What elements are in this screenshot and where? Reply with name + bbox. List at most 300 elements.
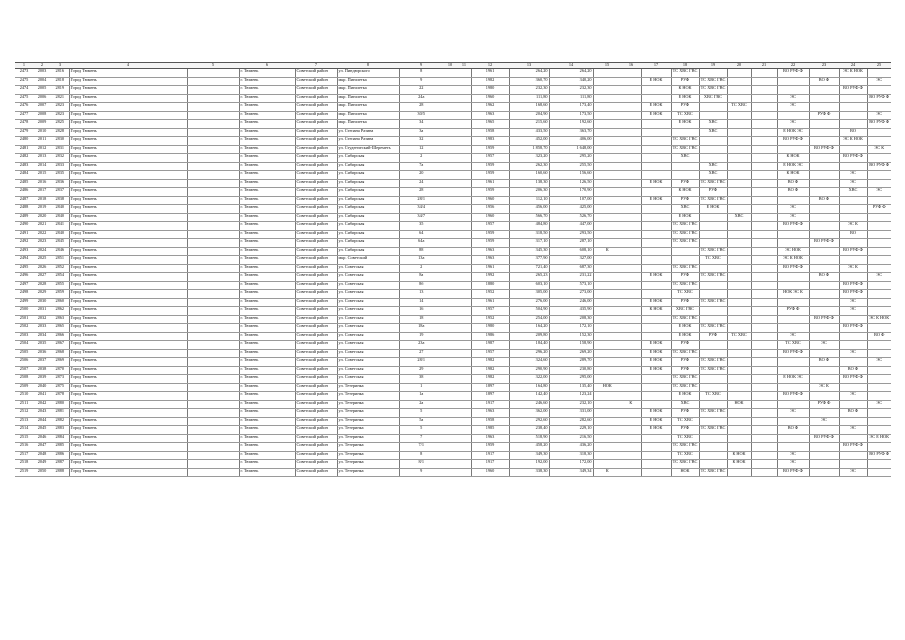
table-cell: 7а xyxy=(399,162,443,171)
column-number-cell: 21 xyxy=(751,63,777,69)
table-cell: 2869 xyxy=(51,358,69,367)
table-cell xyxy=(593,230,621,239)
table-cell: 2504 xyxy=(15,341,33,350)
table-cell xyxy=(641,86,671,95)
table-cell xyxy=(699,290,727,299)
table-cell: 2840 xyxy=(51,213,69,222)
table-cell xyxy=(809,426,839,435)
table-cell: ул. Советская xyxy=(337,332,399,341)
table-cell xyxy=(621,196,641,205)
table-cell xyxy=(809,154,839,163)
table-cell xyxy=(809,120,839,129)
table-cell xyxy=(457,264,471,273)
table-cell: г. Тюмень xyxy=(239,383,295,392)
table-row xyxy=(15,86,891,95)
table-cell: 290,90 xyxy=(509,366,549,375)
table-cell xyxy=(867,256,891,265)
table-cell: 24а xyxy=(399,94,443,103)
table-cell: мкр. Пятилетка xyxy=(337,120,399,129)
table-cell: 1960 xyxy=(471,94,509,103)
table-cell xyxy=(727,86,751,95)
table-cell: 687,30 xyxy=(549,264,593,273)
table-cell: 1959 xyxy=(471,162,509,171)
table-cell: ул. Сибирская xyxy=(337,239,399,248)
table-cell: 2886 xyxy=(51,451,69,460)
table-cell xyxy=(593,103,621,112)
table-cell: К НОК xyxy=(777,171,809,180)
table-cell xyxy=(593,188,621,197)
table-cell: 2491 xyxy=(15,230,33,239)
table-cell xyxy=(809,468,839,477)
table-cell: ЭС xyxy=(839,307,867,316)
table-cell xyxy=(839,94,867,103)
table-cell: 2011 xyxy=(33,137,51,146)
table-cell: ЭС xyxy=(777,205,809,214)
table-cell xyxy=(727,188,751,197)
table-cell xyxy=(751,273,777,282)
table-cell xyxy=(867,171,891,180)
table-cell: 135,40 xyxy=(549,383,593,392)
table-cell: ТС ХВС ГВС xyxy=(699,409,727,418)
table-cell xyxy=(727,468,751,477)
table-cell: 526,70 xyxy=(549,213,593,222)
register-table xyxy=(15,62,891,477)
table-cell xyxy=(593,315,621,324)
table-cell xyxy=(809,162,839,171)
table-cell: РУФ xyxy=(671,273,699,282)
table-cell: ВО xyxy=(839,230,867,239)
table-cell: 229,10 xyxy=(549,426,593,435)
table-cell: 2823 xyxy=(51,103,69,112)
table-cell: 2868 xyxy=(51,349,69,358)
table-cell: 2476 xyxy=(15,103,33,112)
table-cell: НОК ЭС К xyxy=(777,290,809,299)
table-row xyxy=(15,264,891,273)
table-cell: ул. Сибирская xyxy=(337,196,399,205)
table-cell: 2816 xyxy=(51,69,69,78)
table-cell xyxy=(751,315,777,324)
table-cell xyxy=(621,307,641,316)
table-cell: 2501 xyxy=(15,315,33,324)
table-cell xyxy=(809,94,839,103)
table-cell xyxy=(443,239,457,248)
table-cell: Советский район xyxy=(295,179,337,188)
table-cell: 2863 xyxy=(51,315,69,324)
table-cell: К НОК xyxy=(671,188,699,197)
table-cell xyxy=(443,120,457,129)
table-cell xyxy=(593,171,621,180)
table-cell: 173,50 xyxy=(549,111,593,120)
table-cell: ЭС xyxy=(777,213,809,222)
table-cell xyxy=(443,179,457,188)
table-cell xyxy=(839,332,867,341)
column-number-cell: 25 xyxy=(867,63,891,69)
table-cell: ЭС xyxy=(777,409,809,418)
table-cell xyxy=(621,375,641,384)
table-cell: 322,00 xyxy=(509,375,549,384)
table-cell xyxy=(443,103,457,112)
table-cell: 292,60 xyxy=(509,417,549,426)
table-cell xyxy=(187,111,239,120)
table-cell: Е НОК xyxy=(641,298,671,307)
table-cell: 345,30 xyxy=(509,247,549,256)
table-cell: 164,80 xyxy=(509,383,549,392)
table-cell: НОК xyxy=(727,400,751,409)
table-cell xyxy=(443,222,457,231)
table-cell: 2478 xyxy=(15,120,33,129)
table-row xyxy=(15,103,891,112)
table-cell: 172,00 xyxy=(549,460,593,469)
table-cell xyxy=(457,94,471,103)
table-cell xyxy=(751,324,777,333)
table-cell xyxy=(187,171,239,180)
table-cell: ТС ХВС xyxy=(671,111,699,120)
table-cell: ВО РУФ Ф xyxy=(777,222,809,231)
table-cell xyxy=(457,290,471,299)
table-cell: 1963 xyxy=(471,409,509,418)
table-cell: 2830 xyxy=(51,137,69,146)
table-row xyxy=(15,256,891,265)
table-cell xyxy=(443,196,457,205)
table-cell: 2031 xyxy=(33,307,51,316)
table-cell: 28 xyxy=(399,188,443,197)
table-cell xyxy=(867,426,891,435)
table-cell xyxy=(751,349,777,358)
table-cell: 2884 xyxy=(51,434,69,443)
table-cell: 2852 xyxy=(51,264,69,273)
table-cell: ТС ХВС xyxy=(671,434,699,443)
table-cell: г. Тюмень xyxy=(239,128,295,137)
table-cell xyxy=(621,256,641,265)
table-cell: 1961 xyxy=(471,264,509,273)
table-cell: 1961 xyxy=(471,298,509,307)
table-cell: г. Тюмень xyxy=(239,205,295,214)
table-cell xyxy=(641,239,671,248)
table-cell: ул. Советская xyxy=(337,298,399,307)
table-row xyxy=(15,358,891,367)
table-cell: ТС ХВС ГВС xyxy=(699,426,727,435)
table-cell xyxy=(457,128,471,137)
table-cell xyxy=(641,120,671,129)
table-cell: ул. Советская xyxy=(337,349,399,358)
table-cell: ТС ХВС ГВС xyxy=(699,358,727,367)
table-cell: Город Тюмень xyxy=(69,94,187,103)
table-cell: 2819 xyxy=(51,86,69,95)
table-cell xyxy=(751,188,777,197)
table-cell xyxy=(621,349,641,358)
table-cell xyxy=(751,247,777,256)
table-cell: г. Тюмень xyxy=(239,366,295,375)
table-cell: 2516 xyxy=(15,443,33,452)
table-cell xyxy=(443,434,457,443)
table-cell: 2502 xyxy=(15,324,33,333)
table-cell: 29 xyxy=(399,366,443,375)
table-cell: Советский район xyxy=(295,205,337,214)
table-cell: 1992 xyxy=(471,273,509,282)
table-cell xyxy=(641,392,671,401)
table-cell: ЭС xyxy=(867,111,891,120)
table-cell xyxy=(751,443,777,452)
table-cell xyxy=(457,171,471,180)
table-cell xyxy=(641,222,671,231)
table-cell xyxy=(457,179,471,188)
table-cell xyxy=(751,392,777,401)
table-cell: г. Тюмень xyxy=(239,349,295,358)
table-cell: 1952 xyxy=(471,315,509,324)
column-number-cell: 4 xyxy=(69,63,187,69)
table-cell: 2837 xyxy=(51,188,69,197)
table-cell xyxy=(457,358,471,367)
table-cell xyxy=(867,349,891,358)
table-cell: РУФ Ф xyxy=(777,307,809,316)
table-cell: 107,00 xyxy=(549,196,593,205)
table-cell xyxy=(867,222,891,231)
table-cell xyxy=(867,247,891,256)
table-cell: Советский район xyxy=(295,273,337,282)
table-cell: ВО РУФ Ф xyxy=(839,290,867,299)
table-cell: ТС ХВС ГВС xyxy=(699,247,727,256)
table-cell: 289,70 xyxy=(549,358,593,367)
table-cell: ул. Сибирская xyxy=(337,230,399,239)
table-cell: ТС ХВС ГВС xyxy=(699,298,727,307)
table-cell: 2865 xyxy=(51,324,69,333)
table-cell: 158,90 xyxy=(549,341,593,350)
column-number-cell: 18 xyxy=(671,63,699,69)
table-cell: Советский район xyxy=(295,358,337,367)
table-cell xyxy=(751,341,777,350)
table-cell: г. Тюмень xyxy=(239,460,295,469)
table-cell: 2026 xyxy=(33,264,51,273)
table-cell xyxy=(727,298,751,307)
table-cell: НОК xyxy=(593,383,621,392)
table-cell: г. Тюмень xyxy=(239,179,295,188)
table-cell: 142,40 xyxy=(509,392,549,401)
table-cell xyxy=(593,375,621,384)
table-cell: 184,40 xyxy=(509,341,549,350)
table-cell xyxy=(443,358,457,367)
table-cell xyxy=(443,366,457,375)
table-cell xyxy=(187,417,239,426)
table-cell: 2489 xyxy=(15,213,33,222)
table-row xyxy=(15,307,891,316)
table-cell: РУФ xyxy=(671,426,699,435)
table-cell: 2498 xyxy=(15,290,33,299)
table-cell: 2027 xyxy=(33,273,51,282)
table-cell: Е НОК xyxy=(641,179,671,188)
table-cell xyxy=(699,349,727,358)
table-cell: 2013 xyxy=(33,154,51,163)
table-cell xyxy=(641,451,671,460)
table-cell: ЭС xyxy=(839,179,867,188)
table-cell: ТС ХВС ГВС xyxy=(671,222,699,231)
table-cell: ВО Ф xyxy=(777,426,809,435)
table-cell: ул. Советская xyxy=(337,341,399,350)
table-cell: ТС ХВС ГВС xyxy=(671,460,699,469)
table-cell xyxy=(621,332,641,341)
table-cell: 2505 xyxy=(15,349,33,358)
table-cell: ул. Сибирская xyxy=(337,205,399,214)
table-cell: 287,10 xyxy=(549,239,593,248)
table-cell: 2862 xyxy=(51,307,69,316)
table-cell xyxy=(727,349,751,358)
table-cell: г. Тюмень xyxy=(239,239,295,248)
table-cell: 1963 xyxy=(471,256,509,265)
table-cell: ЭС xyxy=(839,392,867,401)
table-cell: 28 xyxy=(399,103,443,112)
table-cell: 608,10 xyxy=(549,247,593,256)
table-cell xyxy=(751,281,777,290)
table-cell: 2888 xyxy=(51,468,69,477)
table-cell: Город Тюмень xyxy=(69,358,187,367)
table-cell xyxy=(809,451,839,460)
table-cell: 2840 xyxy=(51,205,69,214)
table-cell: ТС ХВС ГВС xyxy=(671,443,699,452)
table-cell xyxy=(443,409,457,418)
table-cell: Советский район xyxy=(295,281,337,290)
table-cell: 2044 xyxy=(33,417,51,426)
table-cell: 2825 xyxy=(51,120,69,129)
table-cell xyxy=(593,111,621,120)
table-cell: г. Тюмень xyxy=(239,188,295,197)
table-cell: ул. Тетеринка xyxy=(337,409,399,418)
table-cell: 111,80 xyxy=(509,94,549,103)
table-cell: ВО РУФ Ф xyxy=(777,264,809,273)
table-cell: ВО РУФ Ф xyxy=(777,468,809,477)
table-cell: 1959 xyxy=(471,171,509,180)
table-cell xyxy=(641,94,671,103)
table-cell: ул. Студенческий-Шереметь xyxy=(337,145,399,154)
table-row xyxy=(15,392,891,401)
table-cell xyxy=(457,400,471,409)
table-cell xyxy=(671,247,699,256)
table-cell xyxy=(443,247,457,256)
table-cell: 273,00 xyxy=(549,290,593,299)
table-cell: г. Тюмень xyxy=(239,281,295,290)
table-cell xyxy=(699,230,727,239)
table-cell xyxy=(187,239,239,248)
table-cell xyxy=(809,307,839,316)
table-cell xyxy=(621,358,641,367)
table-cell: 721,40 xyxy=(509,264,549,273)
table-cell xyxy=(593,324,621,333)
table-cell: 2831 xyxy=(51,145,69,154)
table-cell: 2851 xyxy=(51,256,69,265)
table-cell xyxy=(777,196,809,205)
table-cell: 2492 xyxy=(15,239,33,248)
table-cell: 1957 xyxy=(471,349,509,358)
table-cell xyxy=(839,111,867,120)
table-cell: Город Тюмень xyxy=(69,400,187,409)
table-cell: 2006 xyxy=(33,94,51,103)
table-cell: 2517 xyxy=(15,451,33,460)
table-cell xyxy=(593,94,621,103)
table-cell: 377,90 xyxy=(509,256,549,265)
table-cell xyxy=(809,281,839,290)
table-cell: Советский район xyxy=(295,307,337,316)
table-cell: 112,10 xyxy=(509,196,549,205)
table-cell xyxy=(641,443,671,452)
table-cell xyxy=(443,315,457,324)
table-cell: 2004 xyxy=(33,77,51,86)
table-row xyxy=(15,426,891,435)
table-cell: ВО РУФ Ф xyxy=(809,145,839,154)
table-cell xyxy=(867,392,891,401)
table-cell xyxy=(457,145,471,154)
table-cell: 2038 xyxy=(33,366,51,375)
table-cell xyxy=(187,137,239,146)
table-cell: Город Тюмень xyxy=(69,332,187,341)
table-cell: 1963 xyxy=(471,247,509,256)
table-cell: 435,90 xyxy=(549,307,593,316)
table-cell xyxy=(457,239,471,248)
table-cell: К НОК xyxy=(671,86,699,95)
table-row xyxy=(15,145,891,154)
table-cell: Город Тюмень xyxy=(69,239,187,248)
table-cell xyxy=(867,468,891,477)
table-cell: ВО РУФ Ф xyxy=(809,315,839,324)
table-cell: г. Тюмень xyxy=(239,171,295,180)
table-cell: ВО РУФ Ф xyxy=(839,375,867,384)
table-cell: г. Тюмень xyxy=(239,86,295,95)
table-row xyxy=(15,179,891,188)
table-cell xyxy=(187,222,239,231)
table-cell xyxy=(621,179,641,188)
table-cell xyxy=(187,426,239,435)
table-cell: Советский район xyxy=(295,468,337,477)
table-cell xyxy=(641,188,671,197)
table-cell: Город Тюмень xyxy=(69,171,187,180)
table-cell xyxy=(621,434,641,443)
table-cell: 32 xyxy=(399,137,443,146)
table-cell: Советский район xyxy=(295,222,337,231)
table-cell xyxy=(443,137,457,146)
table-cell: 2508 xyxy=(15,375,33,384)
table-cell xyxy=(751,94,777,103)
table-cell xyxy=(699,281,727,290)
table-cell: 2479 xyxy=(15,128,33,137)
table-row xyxy=(15,120,891,129)
table-cell: 2474 xyxy=(15,86,33,95)
table-cell xyxy=(839,145,867,154)
table-cell xyxy=(839,103,867,112)
table-cell xyxy=(457,69,471,78)
table-cell xyxy=(443,205,457,214)
table-cell: 1958 xyxy=(471,128,509,137)
table-cell: ТС ХВС ГВС xyxy=(699,77,727,86)
table-cell: 1986 xyxy=(471,332,509,341)
table-row xyxy=(15,94,891,103)
table-cell: Город Тюмень xyxy=(69,128,187,137)
table-cell xyxy=(457,86,471,95)
table-cell xyxy=(621,128,641,137)
table-cell: 362,00 xyxy=(509,409,549,418)
table-cell: Е НОК ЭС xyxy=(777,162,809,171)
table-cell: 2841 xyxy=(51,222,69,231)
table-cell: ТС ХВС ГВС xyxy=(671,281,699,290)
table-cell xyxy=(867,86,891,95)
table-cell xyxy=(809,409,839,418)
table-cell xyxy=(839,460,867,469)
table-cell: 2818 xyxy=(51,77,69,86)
table-cell: Советский район xyxy=(295,230,337,239)
table-cell xyxy=(777,77,809,86)
table-cell xyxy=(187,468,239,477)
table-cell xyxy=(727,324,751,333)
table-cell: ЭС xyxy=(839,426,867,435)
table-cell xyxy=(699,307,727,316)
table-cell: 24 xyxy=(399,179,443,188)
table-cell xyxy=(593,332,621,341)
